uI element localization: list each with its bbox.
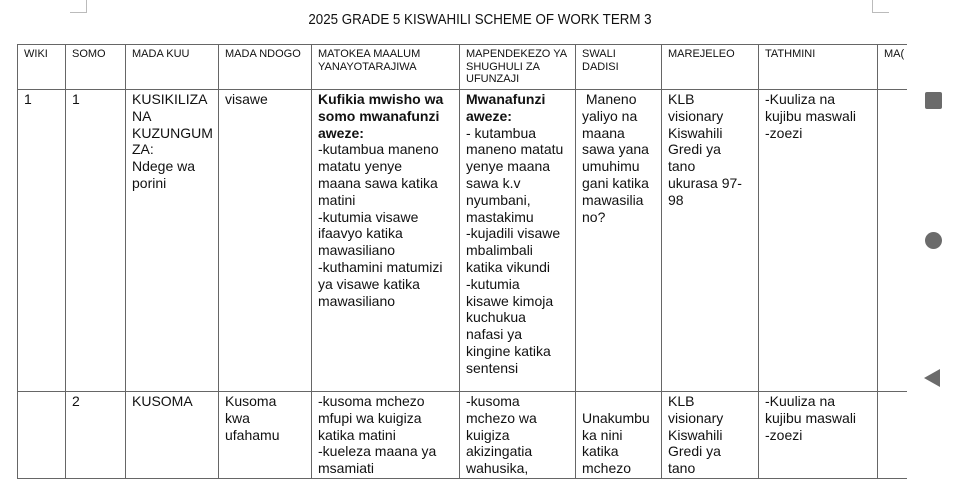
cell-line: mawasiliano — [318, 292, 396, 309]
cell-line: kujibu maswali — [765, 409, 857, 426]
cell-line: kisawe kimoja — [466, 292, 554, 309]
cell-line: Gredi ya — [668, 443, 721, 460]
cell-line: akizingatia — [466, 443, 533, 460]
cell-line: -Kuuliza na — [765, 91, 836, 107]
cell-line: tano — [668, 158, 696, 175]
cell-line: gani katika — [582, 174, 649, 191]
cell-line: msamiati — [318, 460, 375, 477]
cell-line: matini — [318, 191, 356, 208]
cell-mada-ndogo — [219, 392, 312, 479]
cell-line: Kiswahili — [668, 124, 723, 141]
cell-line: mchezo — [582, 460, 632, 477]
cell-line: -kusoma — [466, 393, 520, 409]
document-title: 2025 GRADE 5 KISWAHILI SCHEME OF WORK TERM 3 — [308, 12, 652, 28]
header-mada-kuu: MADA KUU — [126, 45, 219, 90]
cell-line: visionary — [668, 409, 724, 426]
home-circle-icon[interactable] — [925, 232, 942, 249]
cell-line — [582, 393, 655, 410]
cell-line: maana — [582, 124, 625, 141]
cell-line: mastakimu — [466, 208, 534, 225]
cell-mapendekezo — [460, 90, 576, 392]
cell-line: kwa — [225, 409, 250, 426]
header-mada-ndogo: MADA NDOGO — [219, 45, 312, 90]
cell-line: -kuthamini matumizi — [318, 258, 443, 275]
cell-line: ZA: — [132, 141, 154, 158]
cell-line: aweze: — [466, 107, 512, 124]
cell-line: mawasiliano — [318, 242, 396, 259]
cell-wiki — [18, 392, 66, 479]
cell-line: KLB — [668, 393, 695, 409]
cell-clipped — [878, 392, 908, 479]
cell-line: yenye maana — [466, 158, 551, 175]
cell-line: kingine katika — [466, 342, 551, 359]
cell-marejeleo — [662, 392, 759, 479]
cell-line: Unakumbu — [582, 409, 650, 426]
cell-line: aweze: — [318, 124, 364, 141]
header-marejeleo: MAREJELEO — [662, 45, 759, 90]
cell-line: matatu yenye — [318, 158, 403, 175]
cell-line: -zoezi — [765, 124, 803, 141]
cell-line: sentensi — [466, 359, 519, 376]
cell-line: katika matini — [318, 426, 396, 443]
cell-tathmini — [759, 90, 878, 392]
cell-line: wahusika, — [466, 460, 529, 477]
cell-swali — [576, 392, 662, 479]
cell-line: -kujadili visawe — [466, 225, 561, 242]
cell-matokea — [312, 392, 460, 479]
table-row — [18, 90, 908, 392]
cell-line: sawa yana — [582, 141, 649, 158]
cell-line: kujibu maswali — [765, 107, 857, 124]
cell-line: umuhimu — [582, 158, 640, 175]
cell-line: yaliyo na — [582, 107, 638, 124]
cell-line: Mwanafunzi — [466, 91, 546, 107]
header-row — [18, 45, 908, 90]
cell-clipped — [878, 90, 908, 392]
cell-line: KLB — [668, 91, 695, 107]
recents-square-icon[interactable] — [925, 92, 942, 109]
scheme-of-work-table — [17, 44, 907, 479]
cell-line: Ndege wa — [132, 158, 196, 175]
cell-line: nyumbani, — [466, 191, 531, 208]
cell-line: Gredi ya — [668, 141, 721, 158]
cell-line: ka nini — [582, 426, 623, 443]
cell-line: kuchukua — [466, 309, 526, 326]
cell-line: nafasi ya — [466, 326, 523, 343]
cell-line: no? — [582, 208, 606, 225]
cell-line: -kutambua maneno — [318, 141, 439, 158]
cell-mada-kuu — [126, 90, 219, 392]
cell-line: mfupi wa kuigiza — [318, 409, 422, 426]
header-tathmini: TATHMINI — [759, 45, 878, 90]
cell-line: sawa k.v — [466, 174, 521, 191]
cell-line: Kufikia mwisho wa — [318, 91, 444, 107]
cell-line: porini — [132, 174, 167, 191]
cell-mada-ndogo — [219, 90, 312, 392]
cell-line: -kusoma mchezo — [318, 393, 425, 409]
cell-line: Kiswahili — [668, 426, 723, 443]
cell-line: visawe — [225, 91, 268, 107]
table-row — [18, 392, 908, 479]
cell-line: maana sawa katika — [318, 174, 438, 191]
cell-swali — [576, 90, 662, 392]
cell-line: visionary — [668, 107, 724, 124]
cell-somo: 1 — [66, 90, 126, 392]
header-clipped: MA( — [878, 45, 908, 90]
cell-line: katika — [582, 443, 619, 460]
cell-line: ifaavyo katika — [318, 225, 403, 242]
cell-line: katika vikundi — [466, 258, 551, 275]
cell-line: NA — [132, 107, 152, 124]
cell-line: ukurasa 97- — [668, 174, 742, 191]
cell-line: somo mwanafunzi — [318, 107, 440, 124]
cell-marejeleo — [662, 90, 759, 392]
cell-line: - kutambua — [466, 124, 537, 141]
back-triangle-icon[interactable] — [924, 369, 940, 387]
cell-line: -kutumia — [466, 275, 520, 292]
cell-line: tano — [668, 460, 696, 477]
cell-line: -kueleza maana ya — [318, 443, 437, 460]
cell-tathmini — [759, 392, 878, 479]
cell-line: KUSOMA — [132, 393, 193, 409]
cell-line: mawasilia — [582, 191, 644, 208]
cell-line: Kusoma — [225, 393, 277, 409]
cell-line: mchezo wa — [466, 409, 537, 426]
scheme-table-container[interactable] — [17, 44, 907, 480]
header-matokea: MATOKEA MAALUM YANAYOTARAJIWA — [312, 45, 460, 90]
cell-line: KUZUNGUM — [132, 124, 213, 141]
cell-line: 98 — [668, 191, 684, 208]
cell-line: kuigiza — [466, 426, 510, 443]
cell-line: -Kuuliza na — [765, 393, 836, 409]
header-wiki: WIKI — [18, 45, 66, 90]
cell-mapendekezo — [460, 392, 576, 479]
header-swali: SWALI DADISI — [576, 45, 662, 90]
cell-somo: 2 — [66, 392, 126, 479]
header-mapendekezo: MAPENDEKEZO YA SHUGHULI ZA UFUNZAJI — [460, 45, 576, 90]
cell-line: maneno matatu — [466, 141, 564, 158]
cell-mada-kuu — [126, 392, 219, 479]
cell-line: -zoezi — [765, 426, 803, 443]
cell-line: ufahamu — [225, 426, 280, 443]
cell-line: -kutumia visawe — [318, 208, 419, 225]
cell-line: ya visawe katika — [318, 275, 420, 292]
cell-line: mbalimbali — [466, 242, 533, 259]
cell-matokea — [312, 90, 460, 392]
header-somo: SOMO — [66, 45, 126, 90]
cell-line: Maneno — [582, 91, 637, 107]
cell-wiki: 1 — [18, 90, 66, 392]
cell-line: KUSIKILIZA — [132, 91, 208, 107]
